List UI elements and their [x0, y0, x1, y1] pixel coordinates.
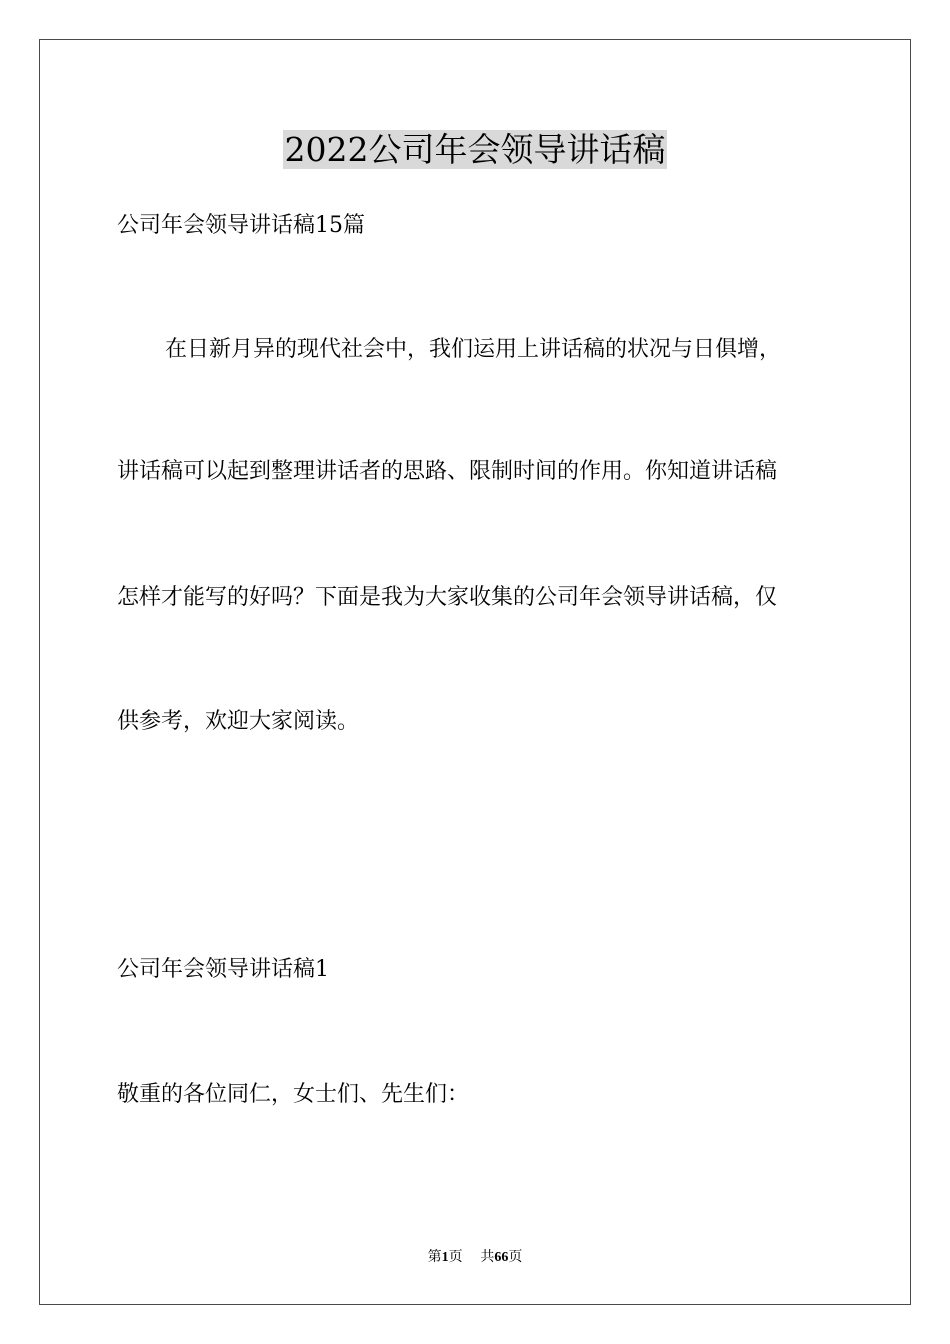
- salutation: 敬重的各位同仁，女士们、先生们：: [117, 1082, 470, 1107]
- document-title-text: 2022公司年会领导讲话稿: [284, 130, 666, 169]
- intro-line-3: 怎样才能写的好吗？下面是我为大家收集的公司年会领导讲话稿，仅: [117, 585, 778, 610]
- intro-line-1: 在日新月异的现代社会中，我们运用上讲话稿的状况与日俱增，: [165, 337, 782, 362]
- footer-total-suffix: 页: [508, 1249, 523, 1265]
- footer-total-pages: 66: [494, 1250, 509, 1265]
- footer-page-number: 1: [441, 1250, 449, 1265]
- intro-line-4: 供参考，欢迎大家阅读。: [117, 709, 360, 734]
- footer-total-prefix: 共: [480, 1249, 495, 1265]
- page-footer: [0, 1248, 950, 1267]
- document-subtitle: 公司年会领导讲话稿15篇: [117, 213, 365, 238]
- footer-page-suffix: 页: [448, 1249, 463, 1265]
- intro-line-2: 讲话稿可以起到整理讲话者的思路、限制时间的作用。你知道讲话稿: [117, 459, 778, 484]
- document-title: [0, 128, 950, 172]
- section-heading: 公司年会领导讲话稿1: [117, 957, 329, 982]
- footer-page-prefix: 第: [427, 1249, 442, 1265]
